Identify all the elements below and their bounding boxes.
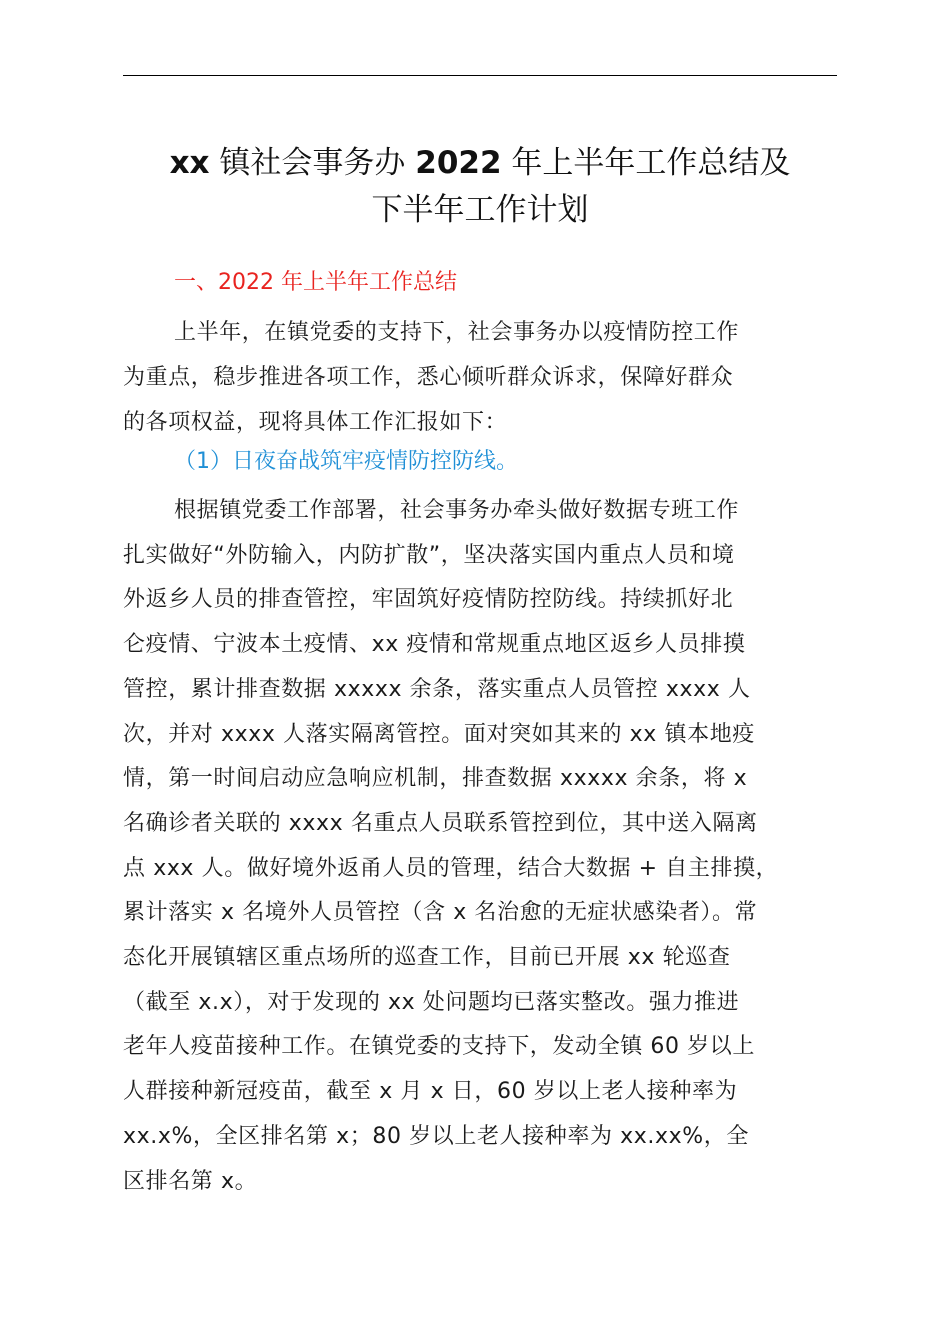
header-rule <box>123 75 837 76</box>
title-year: 2022 <box>415 145 502 181</box>
body-paragraph <box>123 489 837 1204</box>
text-line: 次，并对 xxxx 人落实隔离管控。面对突如其来的 xx 镇本地疫 <box>123 721 755 747</box>
text-line: 为重点，稳步推进各项工作，悉心倾听群众诉求，保障好群众 <box>123 365 734 390</box>
text-line: 外返乡人员的排查管控，牢固筑好疫情防控防线。持续抓好北 <box>123 587 734 613</box>
title-prefix: xx <box>169 145 210 181</box>
text-line: 仑疫情、宁波本土疫情、xx 疫情和常规重点地区返乡人员排摸 <box>123 632 746 658</box>
text-line: 管控，累计排查数据 xxxxx 余条，落实重点人员管控 xxxx 人 <box>123 676 751 702</box>
section-heading: 一、2022 年上半年工作总结 <box>174 270 457 295</box>
text-line: 根据镇党委工作部署，社会事务办牵头做好数据专班工作 <box>174 498 740 523</box>
title-org: 镇社会事务办 <box>219 145 406 181</box>
text-line: 上半年，在镇党委的支持下，社会事务办以疫情防控工作 <box>174 320 740 345</box>
text-line: 名确诊者关联的 xxxx 名重点人员联系管控到位，其中送入隔离 <box>123 810 758 836</box>
title-line-2: 下半年工作计划 <box>371 192 589 228</box>
text-line: 点 xxx 人。做好境外返甬人员的管理，结合大数据 + 自主排摸， <box>123 855 779 881</box>
document-title <box>110 140 850 234</box>
text-line: 扎实做好“外防输入，内防扩散”，坚决落实国内重点人员和境 <box>123 542 735 568</box>
title-line-1 <box>110 140 850 187</box>
intro-paragraph <box>123 310 837 445</box>
text-line: 老年人疫苗接种工作。在镇党委的支持下，发动全镇 60 岁以上 <box>123 1034 755 1060</box>
text-line: 态化开展镇辖区重点场所的巡查工作，目前已开展 xx 轮巡查 <box>123 945 731 971</box>
text-line: xx.x%，全区排名第 x；80 岁以上老人接种率为 xx.xx%，全 <box>123 1123 749 1149</box>
subsection-heading: （1）日夜奋战筑牢疫情防控防线。 <box>174 449 518 474</box>
title-suffix: 年上半年工作总结及 <box>511 145 791 181</box>
text-line: 人群接种新冠疫苗，截至 x 月 x 日，60 岁以上老人接种率为 <box>123 1079 738 1105</box>
text-line: 的各项权益，现将具体工作汇报如下： <box>123 410 508 435</box>
text-line: 区排名第 x。 <box>123 1168 258 1194</box>
text-line: （截至 x.x），对于发现的 xx 处问题均已落实整改。强力推进 <box>123 989 740 1015</box>
text-line: 情，第一时间启动应急响应机制，排查数据 xxxxx 余条，将 x <box>123 766 748 792</box>
text-line: 累计落实 x 名境外人员管控（含 x 名治愈的无症状感染者）。常 <box>123 900 758 926</box>
